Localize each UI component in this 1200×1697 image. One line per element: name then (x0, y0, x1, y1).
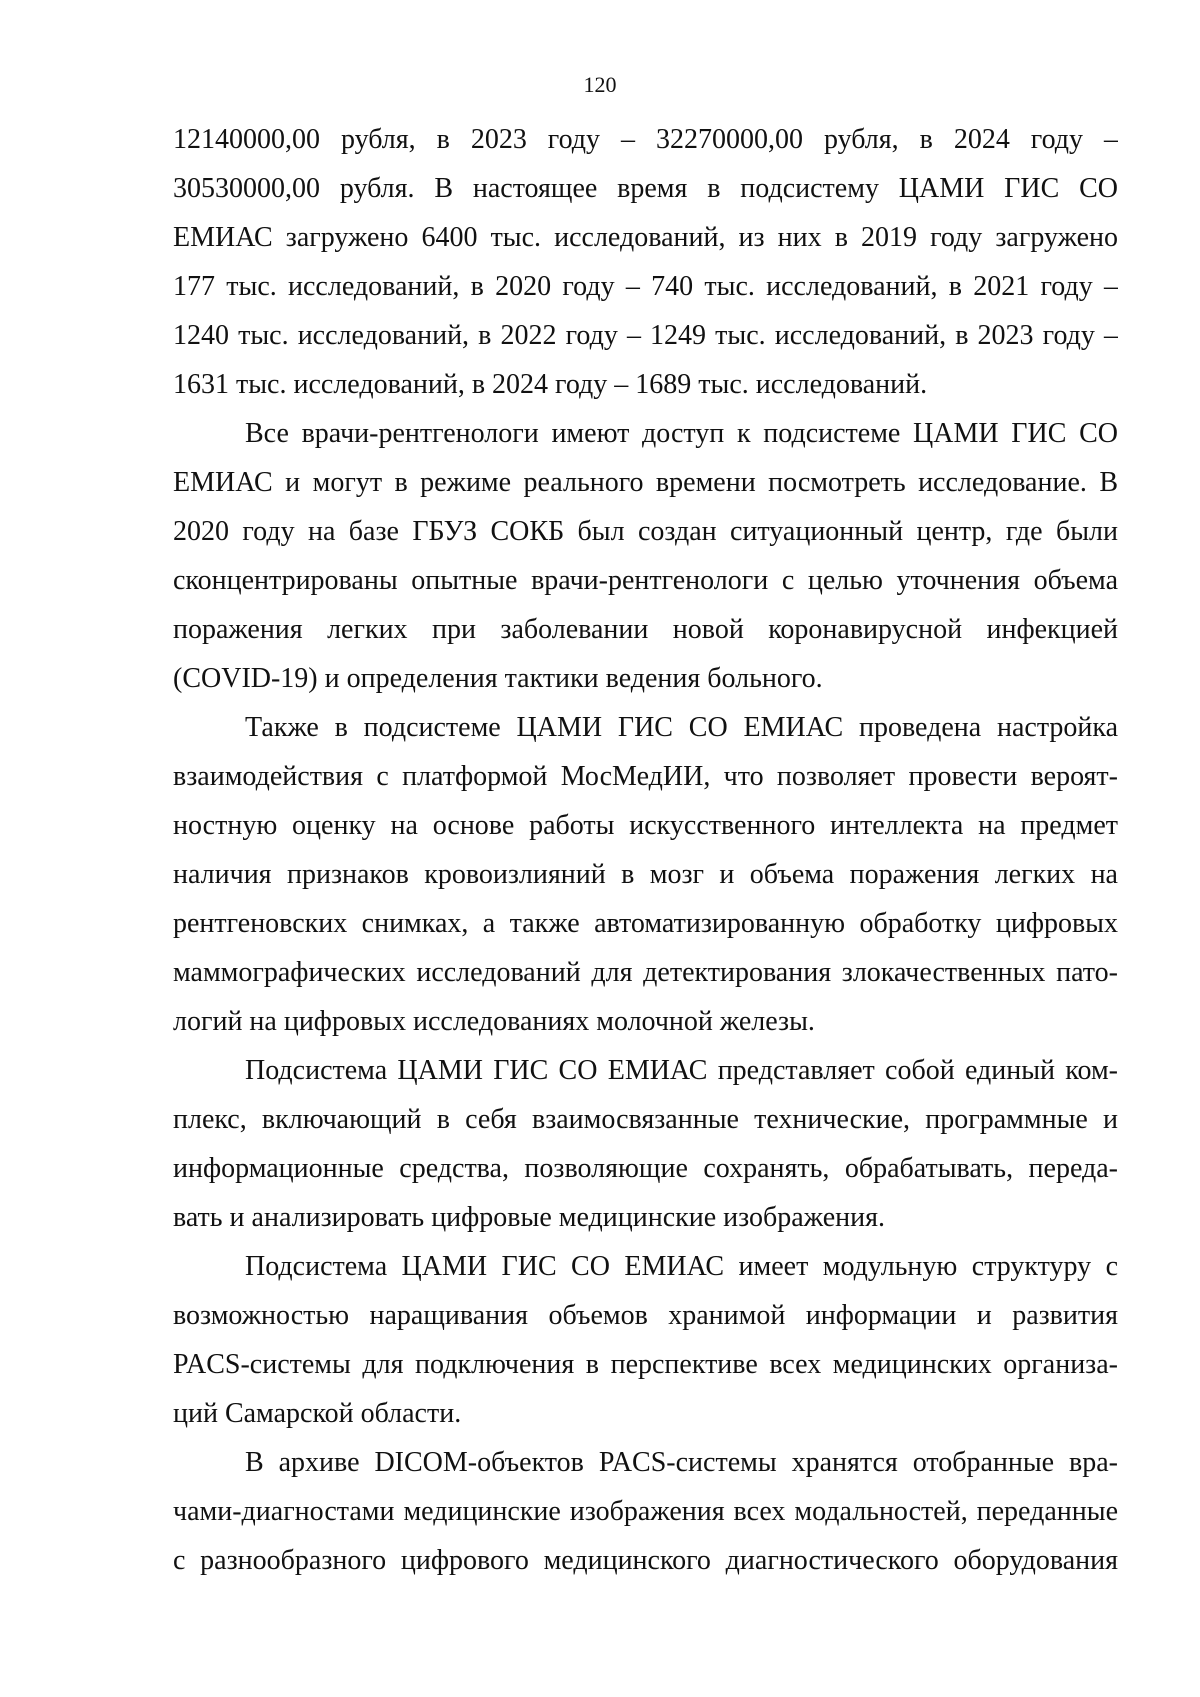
text-line: поражения легких при заболевании новой коронавирусной инфекцией (173, 614, 1118, 645)
text-line: PACS-системы для подключения в перспективе всех медицинских организа- (173, 1349, 1118, 1380)
text-line: 30530000,00 рубля. В настоящее время в подсистему ЦАМИ ГИС СО (173, 173, 1118, 204)
text-line: маммографических исследований для детектирования злокачественных пато- (173, 957, 1118, 988)
text-line: ЕМИАС загружено 6400 тыс. исследований, из них в 2019 году загружено (173, 222, 1118, 253)
text-line: наличия признаков кровоизлияний в мозг и объема поражения легких на (173, 859, 1118, 890)
text-line: чами-диагностами медицинские изображения всех модальностей, переданные (173, 1496, 1118, 1527)
text-line: ностную оценку на основе работы искусственного интеллекта на предмет (173, 810, 1118, 841)
paragraph (173, 409, 1118, 703)
text-line: ЕМИАС и могут в режиме реального времени посмотреть исследование. В (173, 467, 1118, 498)
paragraph (173, 703, 1118, 1046)
text-line: Подсистема ЦАМИ ГИС СО ЕМИАС представляет собой единый ком- (245, 1055, 1118, 1086)
paragraph (173, 1438, 1118, 1585)
text-line: с разнообразного цифрового медицинского диагностического оборудования (173, 1545, 1118, 1576)
paragraph (173, 115, 1118, 409)
text-line: информационные средства, позволяющие сохранять, обрабатывать, переда- (173, 1153, 1118, 1184)
document-body (173, 115, 1118, 1585)
paragraph (173, 1046, 1118, 1242)
text-line: (COVID-19) и определения тактики ведения больного. (173, 663, 823, 694)
text-line: рентгеновских снимках, а также автоматизированную обработку цифровых (173, 908, 1118, 939)
text-line: плекс, включающий в себя взаимосвязанные технические, программные и (173, 1104, 1118, 1135)
text-line: логий на цифровых исследованиях молочной железы. (173, 1006, 815, 1037)
text-line: Все врачи-рентгенологи имеют доступ к подсистеме ЦАМИ ГИС СО (245, 418, 1118, 449)
text-line: 2020 году на базе ГБУЗ СОКБ был создан ситуационный центр, где были (173, 516, 1118, 547)
text-line: взаимодействия с платформой МосМедИИ, что позволяет провести вероят- (173, 761, 1118, 792)
text-line: Подсистема ЦАМИ ГИС СО ЕМИАС имеет модульную структуру с (245, 1251, 1118, 1282)
text-line: 177 тыс. исследований, в 2020 году – 740 тыс. исследований, в 2021 году – (173, 271, 1118, 302)
text-line: вать и анализировать цифровые медицинские изображения. (173, 1202, 885, 1233)
text-line: 1240 тыс. исследований, в 2022 году – 1249 тыс. исследований, в 2023 году – (173, 320, 1118, 351)
text-line: В архиве DICOM-объектов PACS-системы хранятся отобранные вра- (245, 1447, 1118, 1478)
page-number: 120 (583, 72, 617, 97)
text-line: сконцентрированы опытные врачи-рентгенологи с целью уточнения объема (173, 565, 1118, 596)
text-line: ций Самарской области. (173, 1398, 462, 1429)
paragraph (173, 1242, 1118, 1438)
text-line: 12140000,00 рубля, в 2023 году – 32270000,00 рубля, в 2024 году – (173, 124, 1118, 155)
text-line: Также в подсистеме ЦАМИ ГИС СО ЕМИАС проведена настройка (245, 712, 1118, 743)
text-line: возможностью наращивания объемов хранимой информации и развития (173, 1300, 1118, 1331)
text-line: 1631 тыс. исследований, в 2024 году – 1689 тыс. исследований. (173, 369, 928, 400)
